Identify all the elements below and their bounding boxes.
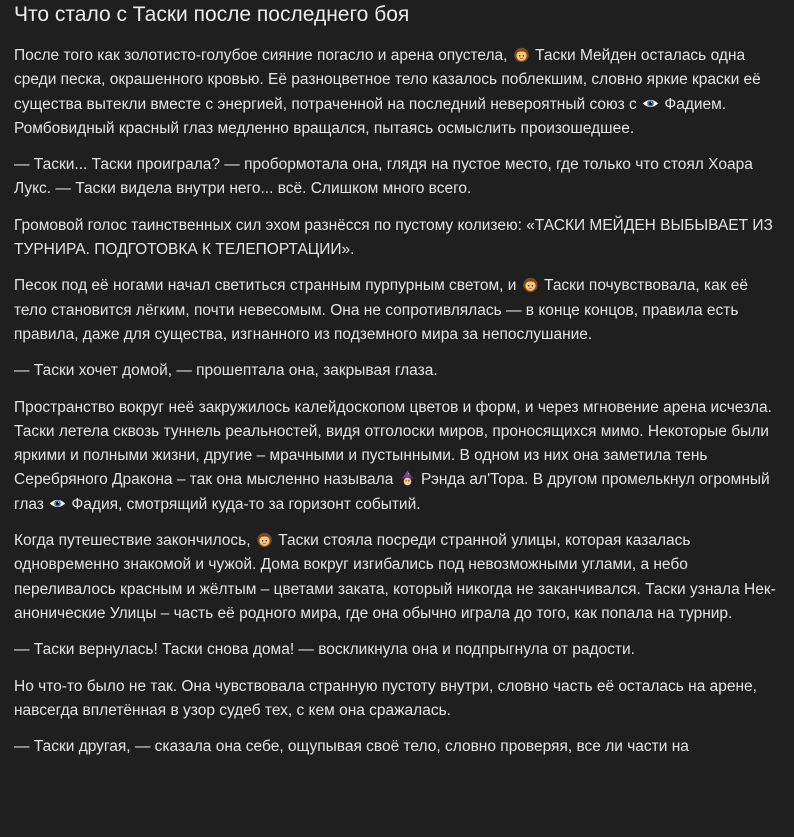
story-paragraph (14, 675, 784, 724)
paragraph-text: Таски почувствовала, как её тело становится лёгким, почти невесомым. Она не сопротивлялась — в конце концов, правила есть правила, даже для существа, изгнанного из подземного мира за непослушание. (14, 277, 749, 343)
story-paragraph (14, 214, 784, 263)
paragraph-text: Песок под её ногами начал светиться странным пурпурным светом, и (14, 277, 521, 295)
paragraph-text: Таски стояла посреди странной улицы, которая казалась одновременно знакомой и чужой. Дома вокруг изгибались под невозможными углами, а небо переливалось красным и жёлтым – цветами заката, который никогда не заканчивался. Таски узнала Неканонические Улицы – часть её родного мира, где она обычно играла до того, как попала на турнир. (14, 532, 776, 622)
paragraph-text: — Таски другая, — сказала она себе, ощупывая своё тело, словно проверяя, все ли части на (14, 738, 689, 756)
story-paragraph (14, 638, 784, 662)
paragraph-text: Таски Мейден осталась одна среди песка, окрашенного кровью. Её разноцветное тело казалось поблекшим, словно яркие краски её существа вытекли вместе с энергией, потраченной на последний невероятный союз с (14, 47, 761, 113)
paragraph-text: — Таски хочет домой, — прошептала она, закрывая глаза. (14, 362, 438, 380)
document (14, 0, 784, 759)
story-paragraph (14, 44, 784, 141)
paragraph-text: После того как золотисто-голубое сияние погасло и арена опустела, (14, 47, 512, 64)
eye-emoji-icon (49, 495, 66, 512)
girl-emoji-icon (522, 276, 539, 293)
paragraph-text: Фадия, смотрящий куда-то за горизонт событий. (67, 495, 421, 513)
story-paragraph (14, 359, 784, 383)
story-body (14, 44, 784, 759)
paragraph-text: Рэнда ал'Тора. В другом промелькнул огромный глаз (14, 471, 770, 513)
paragraph-text: Фадием. Ромбовидный красный глаз медленно вращался, пытаясь осмыслить произошедшее. (14, 95, 727, 137)
story-paragraph (14, 529, 784, 626)
story-paragraph (14, 274, 784, 347)
eye-emoji-icon (642, 95, 659, 112)
paragraph-text: — Таски вернулась! Таски снова дома! — воскликнула она и подпрыгнула от радости. (14, 641, 635, 659)
girl-emoji-icon (513, 46, 530, 63)
mage-emoji-icon (399, 470, 416, 487)
story-paragraph (14, 153, 784, 202)
paragraph-text: Громовой голос таинственных сил эхом разнёсся по пустому колизею: «ТАСКИ МЕЙДЕН ВЫБЫВАЕТ ИЗ ТУРНИРА. ПОДГОТОВКА К ТЕЛЕПОРТАЦИИ». (14, 216, 773, 259)
story-paragraph (14, 396, 784, 517)
paragraph-text: Пространство вокруг неё закружилось калейдоскопом цветов и форм, и через мгновение арена исчезла. Таски летела сквозь туннель реальностей, видя отголоски миров, проносящихся мимо. Некоторые были яркими и полными жизни, другие – мрачными и пустынными. В одном из них она заметила тень Серебряного Дракона – так она мысленно называла (14, 398, 772, 489)
story-paragraph (14, 735, 784, 759)
paragraph-text: Но что-то было не так. Она чувствовала странную пустоту внутри, словно часть её осталась на арене, навсегда вплетённая в узор судеб тех, с кем она сражалась. (14, 677, 757, 719)
girl-emoji-icon (256, 531, 273, 548)
paragraph-text: Когда путешествие закончилось, (14, 532, 255, 550)
paragraph-text: — Таски... Таски проиграла? — пробормотала она, глядя на пустое место, где только что стоял Хоара Лукс. — Таски видела внутри него... всё. Слишком много всего. (14, 156, 753, 198)
page-title: Что стало с Таски после последнего боя (14, 3, 410, 26)
